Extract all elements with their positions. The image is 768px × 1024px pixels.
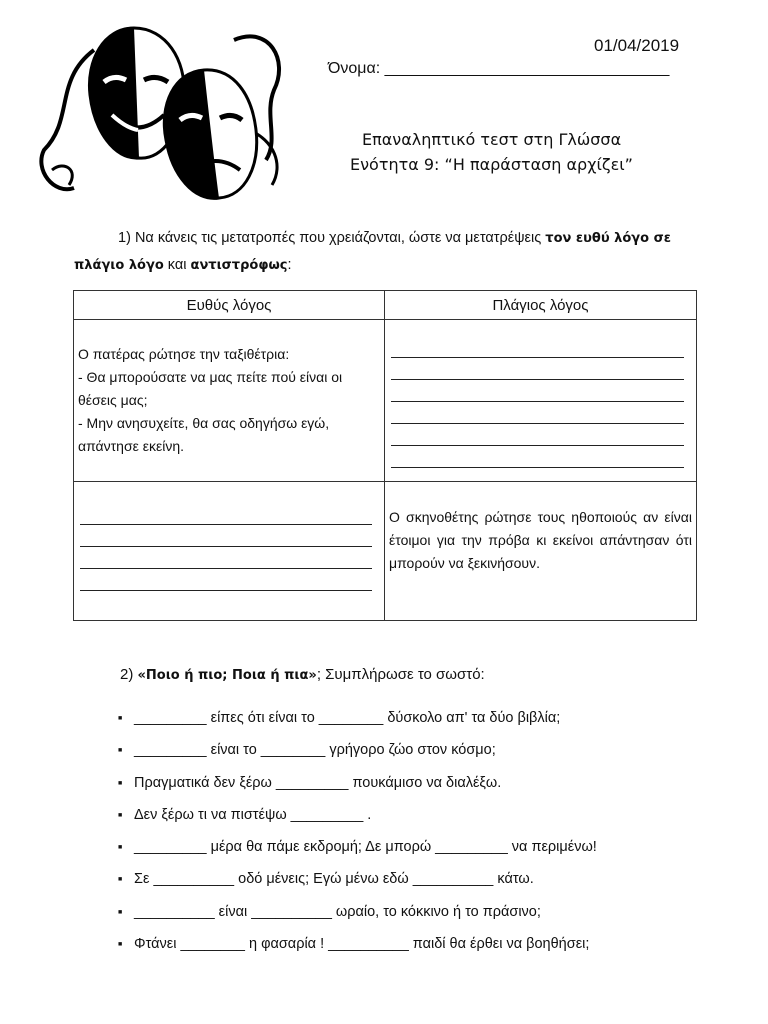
list-item[interactable]: ■ _________ είπες ότι είναι το ________ δύσκολο απ' τα δύο βιβλία; <box>118 708 597 740</box>
answer-line[interactable] <box>80 569 372 591</box>
header-direct-speech: Ευθύς λόγος <box>74 291 385 320</box>
exercise1-instruction <box>74 225 698 279</box>
list-item[interactable]: ■ __________ είναι __________ ωραίο, το κόκκινο ή το πράσινο; <box>118 902 597 934</box>
cell-answer-indirect-1[interactable] <box>385 320 697 482</box>
indirect-text: Ο σκηνοθέτης ρώτησε τους ηθοποιούς αν είναι έτοιμοι για την πρόβα κι εκείνοι απάντησαν ότι μπορούν να ξεκινήσουν. <box>389 508 692 571</box>
theater-masks-icon <box>34 20 296 206</box>
header-indirect-speech: Πλάγιος λόγος <box>385 291 697 320</box>
answer-line[interactable] <box>391 336 684 358</box>
exercise2-bold: «Ποιο ή πιο; Ποια ή πια» <box>137 668 317 683</box>
page-title: Επαναληπτικό τεστ στη Γλώσσα <box>362 130 622 149</box>
date: 01/04/2019 <box>594 36 680 55</box>
exercise1-number: 1) <box>118 230 131 246</box>
list-item[interactable]: ■ Πραγματικά δεν ξέρω _________ πουκάμισο να διαλέξω. <box>118 773 597 805</box>
answer-line[interactable] <box>391 446 684 468</box>
exercise1-text-b: και <box>167 257 187 273</box>
exercise1-bold-b: αντιστρόφως <box>190 258 288 273</box>
answer-line[interactable] <box>80 547 372 569</box>
answer-line[interactable] <box>391 380 684 402</box>
exercise1-text-c: : <box>287 257 292 273</box>
answer-line[interactable] <box>391 402 684 424</box>
list-item[interactable]: ■ Σε __________ οδό μένεις; Εγώ μένω εδώ __________ κάτω. <box>118 869 597 901</box>
exercise2-number: 2) <box>120 666 134 683</box>
answer-line[interactable] <box>391 358 684 380</box>
direct-line-2: - Θα μπορούσατε να μας πείτε πού είναι οι θέσεις μας; <box>78 369 343 408</box>
exercise2-list <box>118 708 597 966</box>
list-item[interactable]: ■ Δεν ξέρω τι να πιστέψω _________ . <box>118 805 597 837</box>
page-subtitle: Ενότητα 9: “Η παράσταση αρχίζει” <box>350 155 633 174</box>
answer-line[interactable] <box>80 503 372 525</box>
list-item[interactable]: ■ _________ είναι το ________ γρήγορο ζώο στον κόσμο; <box>118 740 597 772</box>
conversion-table <box>73 290 697 621</box>
list-item[interactable]: ■ Φτάνει ________ η φασαρία ! __________ παιδί θα έρθει να βοηθήσει; <box>118 934 597 966</box>
cell-answer-direct-2[interactable] <box>74 482 385 621</box>
exercise2-instruction <box>120 666 485 683</box>
cell-indirect-2 <box>385 482 697 621</box>
exercise1-text-a: Να κάνεις τις μετατροπές που χρειάζονται, ώστε να μετατρέψεις <box>134 230 542 246</box>
list-item[interactable]: ■ _________ μέρα θα πάμε εκδρομή; Δε μπορώ _________ να περιμένω! <box>118 837 597 869</box>
name-field[interactable]: Όνομα: ________________________________ <box>328 60 670 77</box>
exercise1-bold-a: τον ευθύ λόγο σε πλάγιο λόγο <box>74 231 671 273</box>
answer-line[interactable] <box>391 424 684 446</box>
cell-direct-1 <box>74 320 385 482</box>
direct-line-3: - Μην ανησυχείτε, θα σας οδηγήσω εγώ, απάντησε εκείνη. <box>78 415 330 454</box>
direct-line-1: Ο πατέρας ρώτησε την ταξιθέτρια: <box>78 346 290 362</box>
answer-line[interactable] <box>80 525 372 547</box>
exercise2-text: ; Συμπλήρωσε το σωστό: <box>316 666 485 683</box>
